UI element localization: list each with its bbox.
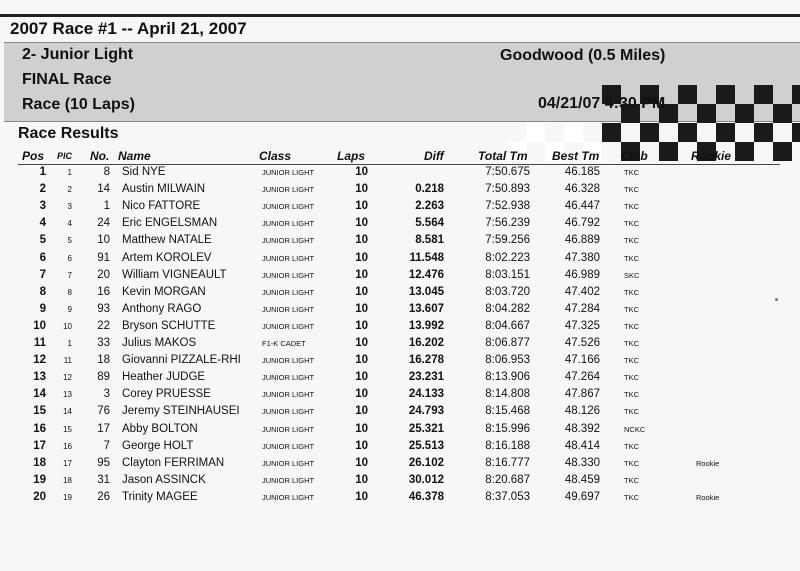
- col-header-no: No.: [90, 149, 110, 163]
- cell-name: Clayton FERRIMAN: [122, 456, 225, 469]
- col-header-pos: Pos: [22, 149, 45, 163]
- cell-class: JUNIOR LIGHT: [262, 168, 315, 177]
- cell-class: JUNIOR LIGHT: [262, 185, 315, 195]
- cell-pos: 1: [39, 166, 46, 178]
- cell-club: TKC: [624, 339, 639, 348]
- table-row: [0, 286, 800, 303]
- cell-club: TKC: [624, 356, 639, 366]
- cell-best: 46.185: [564, 166, 600, 178]
- cell-total: 8:16.777: [485, 456, 530, 469]
- cell-name: William VIGNEAULT: [122, 268, 227, 281]
- cell-laps: 10: [355, 337, 368, 349]
- cell-club: TKC: [624, 185, 639, 195]
- table-row: [0, 440, 800, 457]
- cell-class: JUNIOR LIGHT: [262, 475, 315, 485]
- table-row: [0, 354, 800, 371]
- cell-class: JUNIOR LIGHT: [262, 219, 315, 229]
- cell-class: JUNIOR LIGHT: [262, 407, 315, 417]
- cell-name: George HOLT: [122, 439, 194, 452]
- cell-pic: 7: [67, 270, 72, 280]
- cell-pos: 17: [33, 439, 46, 452]
- cell-total: 7:56.239: [485, 217, 530, 230]
- cell-best: 47.526: [564, 337, 600, 349]
- cell-pic: 6: [67, 253, 72, 263]
- cell-total: 8:15.468: [485, 405, 530, 418]
- cell-club: TKC: [624, 168, 639, 177]
- cell-name: Austin MILWAIN: [122, 183, 206, 196]
- cell-laps: 10: [355, 166, 368, 178]
- class-line: 2- Junior Light: [22, 46, 134, 63]
- cell-no: 89: [97, 371, 110, 384]
- cell-pic: 2: [67, 185, 72, 195]
- cell-pos: 2: [39, 183, 46, 196]
- cell-no: 3: [103, 388, 110, 401]
- cell-class: JUNIOR LIGHT: [262, 236, 315, 246]
- cell-laps: 10: [355, 422, 368, 435]
- cell-diff: 24.133: [408, 388, 444, 401]
- cell-pic: 10: [63, 321, 72, 331]
- cell-pic: 1: [67, 168, 72, 177]
- cell-total: 7:50.675: [485, 166, 530, 178]
- table-row: [0, 405, 800, 422]
- cell-pos: 10: [33, 319, 46, 332]
- cell-total: 8:37.053: [485, 490, 530, 503]
- cell-total: 7:52.938: [485, 200, 530, 213]
- cell-laps: 10: [355, 473, 368, 486]
- cell-club: TKC: [624, 407, 639, 417]
- cell-laps: 10: [355, 439, 368, 452]
- cell-name: Abby BOLTON: [122, 422, 198, 435]
- table-row: [0, 388, 800, 405]
- cell-name: Giovanni PIZZALE-RHI: [122, 354, 241, 367]
- cell-class: JUNIOR LIGHT: [262, 202, 315, 212]
- table-row: [0, 183, 800, 200]
- cell-no: 14: [97, 183, 110, 196]
- cell-laps: 10: [355, 388, 368, 401]
- table-row: [0, 200, 800, 217]
- cell-best: 48.392: [564, 422, 600, 435]
- table-row: [0, 217, 800, 234]
- cell-name: Kevin MORGAN: [122, 285, 206, 298]
- cell-name: Eric ENGELSMAN: [122, 217, 218, 230]
- cell-club: TKC: [624, 390, 639, 400]
- cell-class: JUNIOR LIGHT: [262, 304, 315, 314]
- cell-class: JUNIOR LIGHT: [262, 253, 315, 263]
- cell-pic: 5: [67, 236, 72, 246]
- cell-best: 47.402: [564, 285, 600, 298]
- cell-no: 24: [97, 217, 110, 230]
- cell-pos: 15: [33, 405, 46, 418]
- col-header-name: Name: [118, 149, 151, 163]
- cell-diff: 12.476: [408, 268, 444, 281]
- cell-class: JUNIOR LIGHT: [262, 458, 315, 468]
- cell-diff: 30.012: [408, 473, 444, 486]
- cell-class: F1-K CADET: [262, 339, 306, 348]
- cell-laps: 10: [355, 234, 368, 247]
- cell-name: Matthew NATALE: [122, 234, 212, 247]
- cell-no: 10: [97, 234, 110, 247]
- col-header-total: Total Tm: [478, 149, 528, 163]
- cell-total: 7:59.256: [485, 234, 530, 247]
- cell-pos: 3: [39, 200, 46, 213]
- cell-pic: 15: [63, 424, 72, 434]
- cell-name: Artem KOROLEV: [122, 251, 212, 264]
- cell-best: 46.447: [564, 200, 600, 213]
- cell-total: 8:04.667: [485, 319, 530, 332]
- cell-club: TKC: [624, 373, 639, 383]
- table-row: [0, 337, 800, 354]
- cell-diff: 13.992: [408, 319, 444, 332]
- cell-no: 26: [97, 490, 110, 503]
- cell-total: 8:06.953: [485, 354, 530, 367]
- cell-best: 46.328: [564, 183, 600, 196]
- cell-laps: 10: [355, 251, 368, 264]
- cell-best: 48.414: [564, 439, 600, 452]
- cell-name: Julius MAKOS: [122, 337, 197, 349]
- cell-best: 46.889: [564, 234, 600, 247]
- cell-total: 8:06.877: [485, 337, 530, 349]
- cell-diff: 23.231: [408, 371, 444, 384]
- cell-name: Heather JUDGE: [122, 371, 206, 384]
- cell-total: 8:03.151: [485, 268, 530, 281]
- cell-diff: 46.378: [408, 490, 444, 503]
- cell-best: 46.989: [564, 268, 600, 281]
- cell-pos: 20: [33, 490, 46, 503]
- cell-pic: 3: [67, 202, 72, 212]
- col-header-class: Class: [259, 149, 292, 163]
- cell-name: Jeremy STEINHAUSEI: [122, 405, 240, 418]
- cell-no: 22: [97, 319, 110, 332]
- cell-club: TKC: [624, 492, 639, 502]
- cell-name: Trinity MAGEE: [122, 490, 198, 503]
- cell-best: 47.380: [564, 251, 600, 264]
- cell-class: JUNIOR LIGHT: [262, 287, 315, 297]
- cell-total: 8:13.906: [485, 371, 530, 384]
- cell-best: 47.867: [564, 388, 600, 401]
- col-header-diff: Diff: [424, 149, 444, 163]
- cell-pos: 7: [39, 268, 46, 281]
- cell-pic: 17: [63, 458, 72, 468]
- cell-laps: 10: [355, 354, 368, 367]
- cell-club: TKC: [624, 321, 639, 331]
- col-header-pic: PIC: [57, 151, 73, 161]
- cell-club: TKC: [624, 253, 639, 263]
- cell-best: 47.325: [564, 319, 600, 332]
- cell-total: 8:03.720: [485, 285, 530, 298]
- cell-diff: 24.793: [408, 405, 444, 418]
- cell-total: 8:15.996: [485, 422, 530, 435]
- cell-name: Anthony RAGO: [122, 302, 202, 315]
- cell-pic: 8: [67, 287, 72, 297]
- cell-best: 49.697: [564, 490, 600, 503]
- table-row: [0, 423, 800, 440]
- cell-diff: 16.202: [408, 337, 444, 349]
- cell-laps: 10: [355, 200, 368, 213]
- cell-club: NCKC: [624, 424, 646, 434]
- cell-name: Corey PRUESSE: [122, 388, 211, 401]
- cell-total: 7:50.893: [485, 183, 530, 196]
- top-rule: [0, 14, 800, 17]
- cell-no: 1: [103, 200, 110, 213]
- cell-laps: 10: [355, 405, 368, 418]
- table-row: [0, 269, 800, 286]
- table-row: [0, 166, 800, 183]
- cell-best: 48.126: [564, 405, 600, 418]
- cell-pic: 14: [63, 407, 72, 417]
- cell-no: 18: [97, 354, 110, 367]
- table-row: [0, 457, 800, 474]
- cell-laps: 10: [355, 183, 368, 196]
- cell-best: 48.330: [564, 456, 600, 469]
- cell-club: TKC: [624, 475, 639, 485]
- cell-class: JUNIOR LIGHT: [262, 390, 315, 400]
- cell-pic: 11: [63, 356, 72, 366]
- cell-laps: 10: [355, 319, 368, 332]
- cell-pic: 4: [67, 219, 72, 229]
- cell-name: Sid NYE: [122, 166, 166, 178]
- cell-laps: 10: [355, 302, 368, 315]
- cell-club: TKC: [624, 287, 639, 297]
- cell-laps: 10: [355, 285, 368, 298]
- cell-total: 8:16.188: [485, 439, 530, 452]
- cell-pos: 9: [39, 302, 46, 315]
- cell-pic: 18: [63, 475, 72, 485]
- table-row: [0, 371, 800, 388]
- cell-diff: 2.263: [415, 200, 444, 213]
- cell-no: 7: [103, 439, 110, 452]
- cell-no: 76: [97, 405, 110, 418]
- col-header-club: Club: [621, 149, 648, 163]
- cell-club: SKC: [624, 270, 640, 280]
- cell-rookie: Rookie: [696, 458, 720, 468]
- cell-pos: 4: [39, 217, 46, 230]
- cell-diff: 13.607: [408, 302, 444, 315]
- cell-no: 31: [97, 473, 110, 486]
- cell-best: 47.166: [564, 354, 600, 367]
- cell-total: 8:14.808: [485, 388, 530, 401]
- cell-club: TKC: [624, 202, 639, 212]
- cell-pic: 12: [63, 373, 72, 383]
- header-divider: [18, 164, 780, 165]
- table-row: [0, 303, 800, 320]
- cell-diff: 26.102: [408, 456, 444, 469]
- cell-club: TKC: [624, 441, 639, 451]
- cell-pos: 5: [39, 234, 46, 247]
- cell-pic: 16: [63, 441, 72, 451]
- section-title: Race Results: [18, 125, 119, 142]
- cell-total: 8:20.687: [485, 473, 530, 486]
- cell-diff: 11.548: [409, 251, 444, 264]
- cell-class: JUNIOR LIGHT: [262, 321, 315, 331]
- cell-class: JUNIOR LIGHT: [262, 356, 315, 366]
- cell-best: 47.284: [564, 302, 600, 315]
- race-datetime: 04/21/07 4:30 PM: [538, 95, 666, 112]
- cell-pos: 18: [33, 456, 46, 469]
- cell-rookie: Rookie: [696, 492, 720, 502]
- cell-pos: 16: [33, 422, 46, 435]
- cell-diff: 13.045: [408, 285, 444, 298]
- cell-diff: 8.581: [415, 234, 444, 247]
- cell-club: TKC: [624, 236, 639, 246]
- cell-laps: 10: [355, 456, 368, 469]
- cell-name: Jason ASSINCK: [122, 473, 206, 486]
- cell-club: TKC: [624, 219, 639, 229]
- cell-name: Nico FATTORE: [122, 200, 201, 213]
- cell-class: JUNIOR LIGHT: [262, 492, 315, 502]
- cell-pos: 12: [33, 354, 46, 367]
- cell-no: 16: [97, 285, 110, 298]
- cell-class: JUNIOR LIGHT: [262, 424, 315, 434]
- cell-class: JUNIOR LIGHT: [262, 441, 315, 451]
- cell-diff: 5.564: [415, 217, 444, 230]
- cell-total: 8:02.223: [485, 251, 530, 264]
- cell-class: JUNIOR LIGHT: [262, 270, 315, 280]
- cell-pos: 11: [33, 337, 46, 349]
- cell-diff: 16.278: [408, 354, 444, 367]
- cell-pos: 6: [39, 251, 46, 264]
- table-row: [0, 252, 800, 269]
- cell-club: TKC: [624, 304, 639, 314]
- cell-diff: 25.321: [408, 422, 444, 435]
- cell-laps: 10: [355, 490, 368, 503]
- cell-pos: 14: [33, 388, 46, 401]
- table-row: [0, 474, 800, 491]
- cell-no: 20: [97, 268, 110, 281]
- col-header-rookie: Rookie: [691, 149, 732, 163]
- cell-name: Bryson SCHUTTE: [122, 319, 216, 332]
- cell-pic: 1: [67, 339, 72, 348]
- col-header-best: Best Tm: [552, 149, 600, 163]
- cell-no: 8: [103, 166, 110, 178]
- table-row: [0, 234, 800, 251]
- cell-pic: 13: [63, 390, 72, 400]
- cell-diff: 25.513: [408, 439, 444, 452]
- table-row: [0, 320, 800, 337]
- cell-club: TKC: [624, 458, 639, 468]
- cell-diff: 0.218: [415, 183, 444, 196]
- cell-pic: 19: [63, 492, 72, 502]
- cell-pic: 9: [67, 304, 72, 314]
- page-title: 2007 Race #1 -- April 21, 2007: [10, 19, 247, 38]
- cell-laps: 10: [355, 268, 368, 281]
- table-row: [0, 491, 800, 508]
- col-header-laps: Laps: [337, 149, 366, 163]
- scan-mark: [775, 298, 778, 301]
- laps-line: Race (10 Laps): [22, 96, 135, 113]
- cell-no: 93: [97, 302, 110, 315]
- cell-laps: 10: [355, 217, 368, 230]
- cell-no: 91: [97, 251, 110, 264]
- final-line: FINAL Race: [22, 71, 112, 88]
- cell-pos: 19: [33, 473, 46, 486]
- cell-no: 17: [97, 422, 110, 435]
- cell-no: 33: [97, 337, 110, 349]
- cell-best: 47.264: [564, 371, 600, 384]
- track-name: Goodwood (0.5 Miles): [500, 47, 666, 64]
- cell-no: 95: [97, 456, 110, 469]
- cell-total: 8:04.282: [485, 302, 530, 315]
- cell-best: 48.459: [564, 473, 600, 486]
- cell-pos: 13: [33, 371, 46, 384]
- cell-laps: 10: [355, 371, 368, 384]
- cell-pos: 8: [39, 285, 46, 298]
- cell-best: 46.792: [564, 217, 600, 230]
- cell-class: JUNIOR LIGHT: [262, 373, 315, 383]
